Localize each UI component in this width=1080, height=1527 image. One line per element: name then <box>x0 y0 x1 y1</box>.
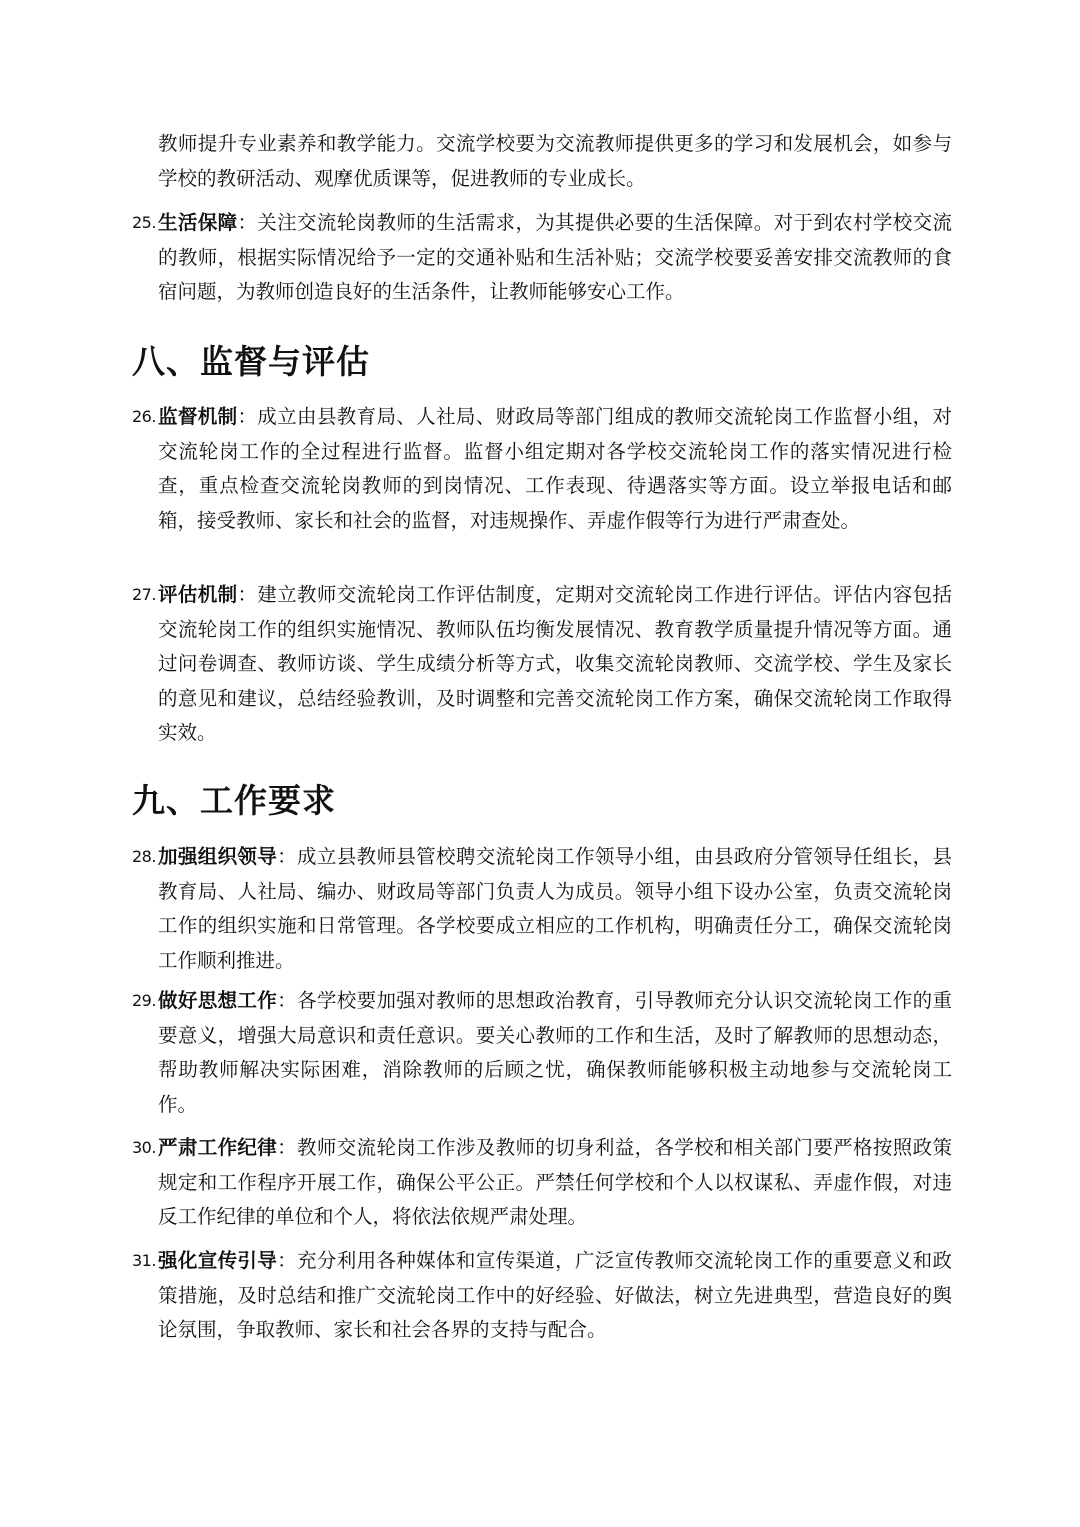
item-term: 生活保障 <box>158 211 238 234</box>
item-number: 26. <box>132 407 156 426</box>
list-item-31 <box>132 1244 952 1348</box>
item-number: 28. <box>132 847 156 866</box>
item-term: 强化宣传引导 <box>158 1249 278 1272</box>
item-term: 监督机制 <box>158 405 238 428</box>
item-body <box>158 1131 952 1235</box>
list-item-25 <box>132 206 952 310</box>
item-text: 成立县教师县管校聘交流轮岗工作领导小组，由县政府分管领导任组长，县教育局、人社局、编办、财政局等部门负责人为成员。领导小组下设办公室，负责交流轮岗工作的组织实施和日常管理。各学校要成立相应的工作机构，明确责任分工，确保交流轮岗工作顺利推进。 <box>158 845 952 972</box>
item-body <box>158 400 952 538</box>
item-separator: ： <box>237 405 258 428</box>
list-item-29 <box>132 984 952 1122</box>
section-heading-9: 九、工作要求 <box>132 781 336 820</box>
list-item-26 <box>132 400 952 538</box>
item-separator: ： <box>277 1249 298 1272</box>
item-separator: ： <box>237 211 258 234</box>
item-term: 评估机制 <box>158 583 238 606</box>
item-body <box>158 840 952 978</box>
item-text: 成立由县教育局、人社局、财政局等部门组成的教师交流轮岗工作监督小组，对交流轮岗工作的全过程进行监督。监督小组定期对各学校交流轮岗工作的落实情况进行检查，重点检查交流轮岗教师的到岗情况、工作表现、待遇落实等方面。设立举报电话和邮箱，接受教师、家长和社会的监督，对违规操作、弄虚作假等行为进行严肃查处。 <box>158 405 952 532</box>
item-text: 教师交流轮岗工作涉及教师的切身利益，各学校和相关部门要严格按照政策规定和工作程序开展工作，确保公平公正。严禁任何学校和个人以权谋私、弄虚作假，对违反工作纪律的单位和个人，将依法依规严肃处理。 <box>158 1136 952 1228</box>
item-number: 27. <box>132 585 156 604</box>
item-text: 各学校要加强对教师的思想政治教育，引导教师充分认识交流轮岗工作的重要意义，增强大局意识和责任意识。要关心教师的工作和生活，及时了解教师的思想动态，帮助教师解决实际困难，消除教师的后顾之忧，确保教师能够积极主动地参与交流轮岗工作。 <box>158 989 952 1116</box>
item-text: 充分利用各种媒体和宣传渠道，广泛宣传教师交流轮岗工作的重要意义和政策措施，及时总结和推广交流轮岗工作中的好经验、好做法，树立先进典型，营造良好的舆论氛围，争取教师、家长和社会各界的支持与配合。 <box>158 1249 952 1341</box>
item-body <box>158 206 952 310</box>
item-term: 严肃工作纪律 <box>158 1136 278 1159</box>
item-number: 29. <box>132 991 156 1010</box>
item-body <box>158 578 952 751</box>
item-number: 30. <box>132 1138 156 1157</box>
item-separator: ： <box>277 989 298 1012</box>
list-item-28 <box>132 840 952 978</box>
item-body <box>158 984 952 1122</box>
section-heading-8: 八、监督与评估 <box>132 342 370 381</box>
item-text: 建立教师交流轮岗工作评估制度，定期对交流轮岗工作进行评估。评估内容包括交流轮岗工作的组织实施情况、教师队伍均衡发展情况、教育教学质量提升情况等方面。通过问卷调查、教师访谈、学生成绩分析等方式，收集交流轮岗教师、交流学校、学生及家长的意见和建议，总结经验教训，及时调整和完善交流轮岗工作方案，确保交流轮岗工作取得实效。 <box>158 583 952 744</box>
item-separator: ： <box>277 1136 298 1159</box>
item-text: 关注交流轮岗教师的生活需求，为其提供必要的生活保障。对于到农村学校交流的教师，根据实际情况给予一定的交通补贴和生活补贴；交流学校要妥善安排交流教师的食宿问题，为教师创造良好的生活条件，让教师能够安心工作。 <box>158 211 952 303</box>
item-term: 做好思想工作 <box>158 989 278 1012</box>
item-number: 25. <box>132 213 156 232</box>
intro-continuation-paragraph: 教师提升专业素养和教学能力。交流学校要为交流教师提供更多的学习和发展机会，如参与学校的教研活动、观摩优质课等，促进教师的专业成长。 <box>158 132 952 190</box>
item-body <box>158 1244 952 1348</box>
item-separator: ： <box>277 845 298 868</box>
item-term: 加强组织领导 <box>158 845 278 868</box>
list-item-30 <box>132 1131 952 1235</box>
list-item-27 <box>132 578 952 751</box>
item-number: 31. <box>132 1251 156 1270</box>
item-separator: ： <box>237 583 258 606</box>
